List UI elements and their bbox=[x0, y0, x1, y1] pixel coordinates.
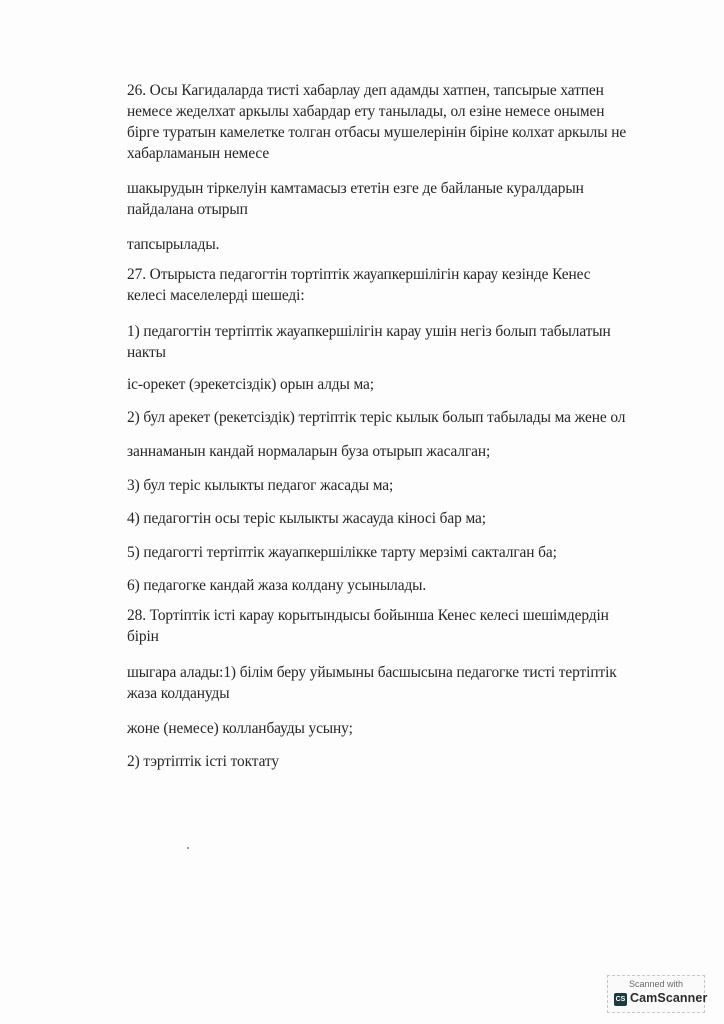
camscanner-logo-icon: CS bbox=[614, 993, 627, 1006]
text-line: бірін bbox=[127, 628, 159, 645]
text-line: 26. Осы Кагидаларда тисті хабарлау деп адамды хатпен, тапсырые хатпен bbox=[127, 82, 604, 99]
text-line: 2) бул арекет (рекетсіздік) тертіптік теріс кылык болып табылады ма жене ол bbox=[127, 409, 626, 426]
text-line: накты bbox=[127, 344, 166, 361]
scan-speck bbox=[187, 847, 189, 849]
watermark-brand: CamScanner bbox=[630, 991, 708, 1005]
camscanner-watermark bbox=[607, 975, 708, 1013]
text-line: жаза колдануды bbox=[127, 685, 230, 702]
text-line: 1) педагогтін тертіптік жауапкершілігін карау ушін негіз болып табылатын bbox=[127, 323, 611, 340]
text-line: шакырудын тіркелуін камтамасыз ететін езге де байланые куралдарын bbox=[127, 180, 584, 197]
text-line: іс-орекет (эрекетсіздік) орын алды ма; bbox=[127, 376, 374, 393]
text-line: тапсырылады. bbox=[127, 236, 220, 253]
text-line: 28. Тортіптік істі карау корытындысы бойынша Кенес келесі шешімдердін bbox=[127, 607, 609, 624]
text-line: 3) бул теріс кылыкты педагог жасады ма; bbox=[127, 477, 394, 494]
text-line: хабарламанын немесе bbox=[127, 145, 270, 162]
text-line: 27. Отырыста педагогтін тортіптік жауапкершілігін карау кезінде Кенес bbox=[127, 266, 591, 283]
text-line: немесе жеделхат аркылы хабардар ету танылады, ол езіне немесе онымен bbox=[127, 103, 605, 120]
text-line: келесі маселелерді шешеді: bbox=[127, 287, 305, 304]
text-line: жоне (немесе) колланбауды усыну; bbox=[127, 720, 353, 737]
watermark-caption: Scanned with bbox=[628, 979, 684, 989]
text-line: шыгара алады:1) білім беру уйымыны басшысына педагогке тисті тертіптік bbox=[127, 664, 617, 681]
text-line: заннаманын кандай нормаларын буза отырып жасалган; bbox=[127, 443, 491, 460]
text-line: бірге туратын камелетке толган отбасы мушелерінін біріне колхат аркылы не bbox=[127, 124, 627, 141]
text-line: 2) тэртіптік істі токтату bbox=[127, 753, 279, 770]
text-line: 4) педагогтін осы теріс кылыкты жасауда кіносі бар ма; bbox=[127, 510, 486, 527]
text-line: 6) педагогке кандай жаза колдану усынылады. bbox=[127, 577, 427, 594]
text-line: 5) педагогті тертіптік жауапкершілікке тарту мерзімі сакталган ба; bbox=[127, 544, 557, 561]
text-line: пайдалана отырып bbox=[127, 201, 248, 218]
